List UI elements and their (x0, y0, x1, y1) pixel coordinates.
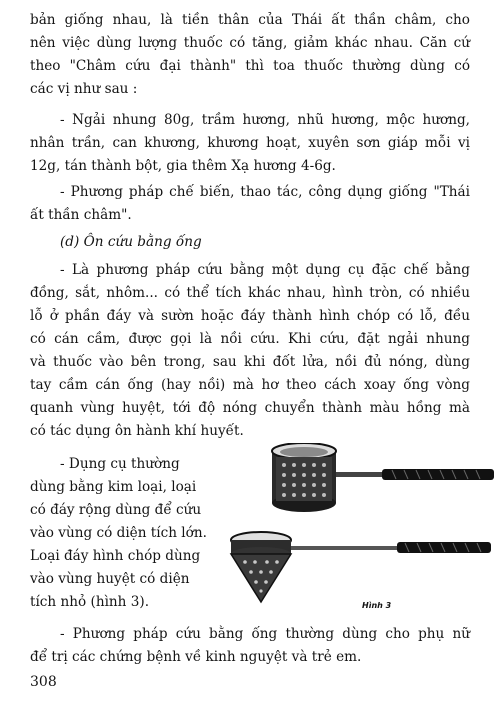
text-line: - Ngải nhung 80g, trầm hương, nhũ hương, mộc hương, (60, 112, 470, 128)
text-line: có tác dụng ôn hành khí huyết. (30, 423, 244, 439)
text-line: bản giống nhau, là tiền thân của Thái ất thần châm, cho (30, 12, 470, 28)
text-line: lỗ ở phần đáy và sườn hoặc đáy thành hình chóp có lỗ, đều (30, 308, 470, 324)
text-line: - Phương pháp chế biến, thao tác, công dụng giống "Thái (60, 184, 470, 200)
text-line: nhân trần, can khương, khương hoạt, xuyên sơn giáp mỗi vị (30, 135, 470, 151)
text-line: - Là phương pháp cứu bằng một dụng cụ đặc chế bằng (60, 262, 470, 278)
side-text-line: - Dụng cụ thường (60, 456, 180, 472)
side-text-line: tích nhỏ (hình 3). (30, 594, 150, 610)
cone-bottom-moxa-pot-illustration (225, 526, 495, 606)
text-line: - Phương pháp cứu bằng ống thường dùng cho phụ nữ (60, 626, 470, 642)
side-text-line: dùng bằng kim loại, loại (30, 479, 197, 495)
side-text-line: vào vùng có diện tích lớn. (30, 525, 207, 541)
figure-caption: Hình 3 (362, 601, 392, 610)
text-line: có cán cầm, được gọi là nồi cứu. Khi cứu, đặt ngải nhung (30, 331, 470, 347)
text-line: quanh vùng huyệt, tới độ nóng chuyển thành màu hồng mà (30, 400, 470, 416)
section-heading: (d) Ôn cứu bằng ống (60, 234, 202, 250)
text-line: để trị các chứng bệnh về kinh nguyệt và trẻ em. (30, 649, 362, 665)
text-line: và thuốc vào bên trong, sau khi đốt lửa, nồi đủ nóng, dùng (30, 354, 470, 370)
side-text-line: có đáy rộng dùng để cứu (30, 502, 202, 518)
page-number: 308 (30, 674, 57, 690)
text-line: nên việc dùng lượng thuốc có tăng, giảm khác nhau. Căn cứ (30, 35, 470, 51)
text-line: tay cầm cán ống (hay nồi) mà hơ theo cách xoay ống vòng (30, 377, 470, 393)
side-text-line: Loại đáy hình chóp dùng (30, 548, 201, 564)
text-line: ất thần châm". (30, 207, 132, 223)
side-text-line: vào vùng huyệt có diện (30, 571, 190, 587)
text-line: đồng, sắt, nhôm... có thể tích khác nhau, hình tròn, có nhiều (30, 285, 470, 301)
text-line: 12g, tán thành bột, gia thêm Xạ hương 4-6g. (30, 158, 336, 174)
text-line: các vị như sau : (30, 81, 138, 97)
flat-bottom-moxa-pot-illustration (262, 443, 498, 517)
text-line: theo "Châm cứu đại thành" thì toa thuốc thường dùng có (30, 58, 470, 74)
